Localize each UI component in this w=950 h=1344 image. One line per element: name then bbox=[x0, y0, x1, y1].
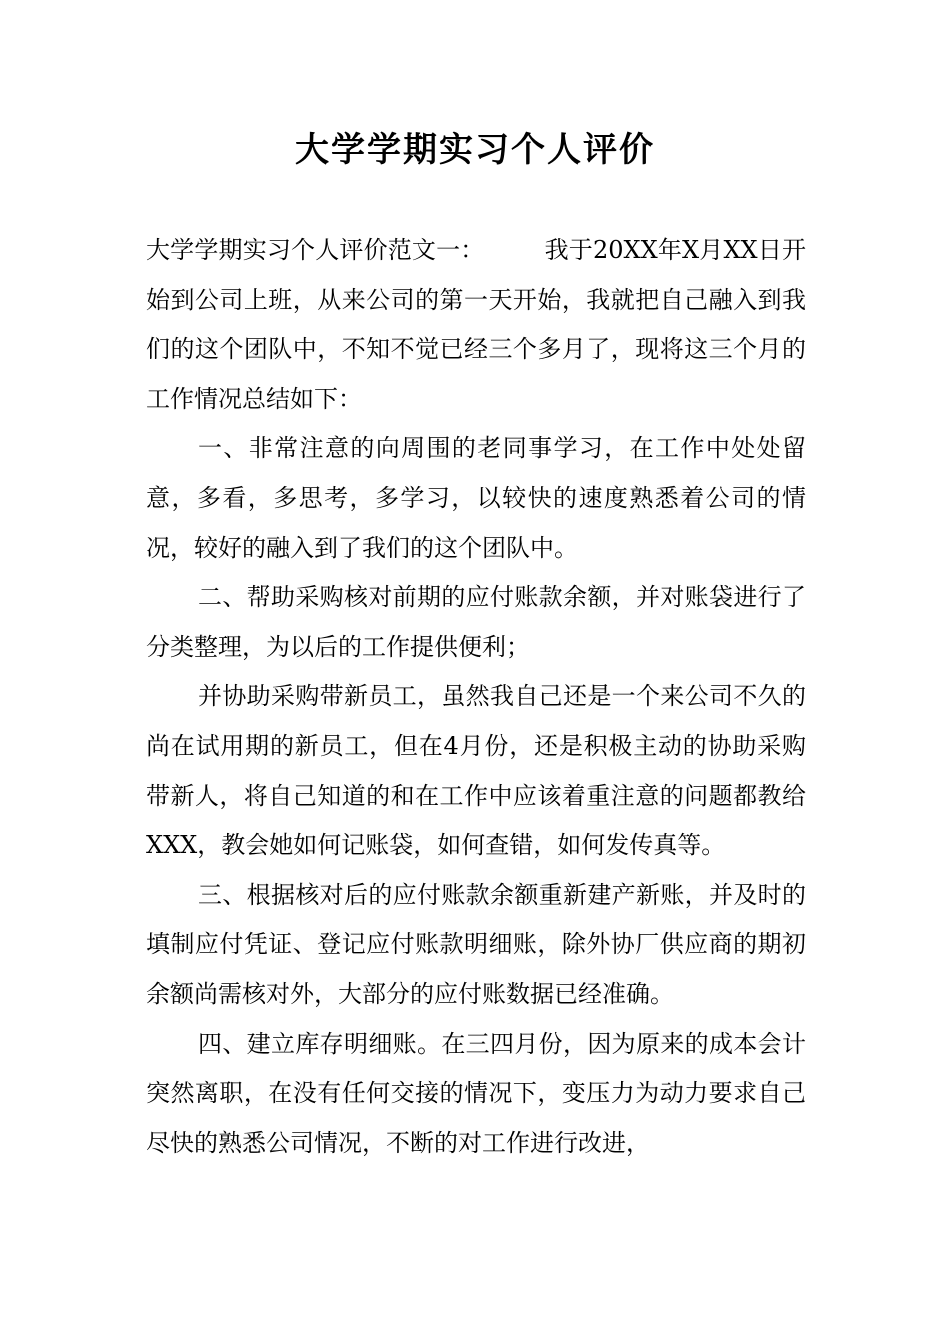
paragraph-5: 四、建立库存明细账。在三四月份，因为原来的成本会计突然离职，在没有任何交接的情况下，变压力为动力要求自己尽快的熟悉公司情况，不断的对工作进行改进， bbox=[146, 1029, 806, 1157]
document-body bbox=[146, 226, 806, 1168]
document-title: 大学学期实习个人评价 bbox=[295, 130, 655, 170]
paragraph-1: 一、非常注意的向周围的老同事学习，在工作中处处留意，多看，多思考，多学习，以较快的速度熟悉着公司的情况，较好的融入到了我们的这个团队中。 bbox=[146, 434, 806, 562]
intro-paragraph bbox=[146, 226, 806, 424]
paragraph-3: 并协助采购带新员工，虽然我自己还是一个来公司不久的尚在试用期的新员工，但在4月份，还是积极主动的协助采购带新人，将自己知道的和在工作中应该着重注意的问题都教给XXX，教会她如何记账袋，如何查错，如何发传真等。 bbox=[146, 682, 806, 860]
intro-label: 大学学期实习个人评价范文一： bbox=[146, 236, 485, 264]
paragraph-4: 三、根据核对后的应付账款余额重新建产新账，并及时的填制应付凭证、登记应付账款明细账，除外协厂供应商的期初余额尚需核对外，大部分的应付账数据已经准确。 bbox=[146, 880, 806, 1008]
intro-text: 我于20XX年X月XX日开始到公司上班，从来公司的第一天开始，我就把自己融入到我们的这个团队中，不知不觉已经三个多月了，现将这三个月的工作情况总结如下： bbox=[146, 236, 806, 413]
paragraph-2: 二、帮助采购核对前期的应付账款余额，并对账袋进行了分类整理，为以后的工作提供便利； bbox=[146, 583, 806, 661]
